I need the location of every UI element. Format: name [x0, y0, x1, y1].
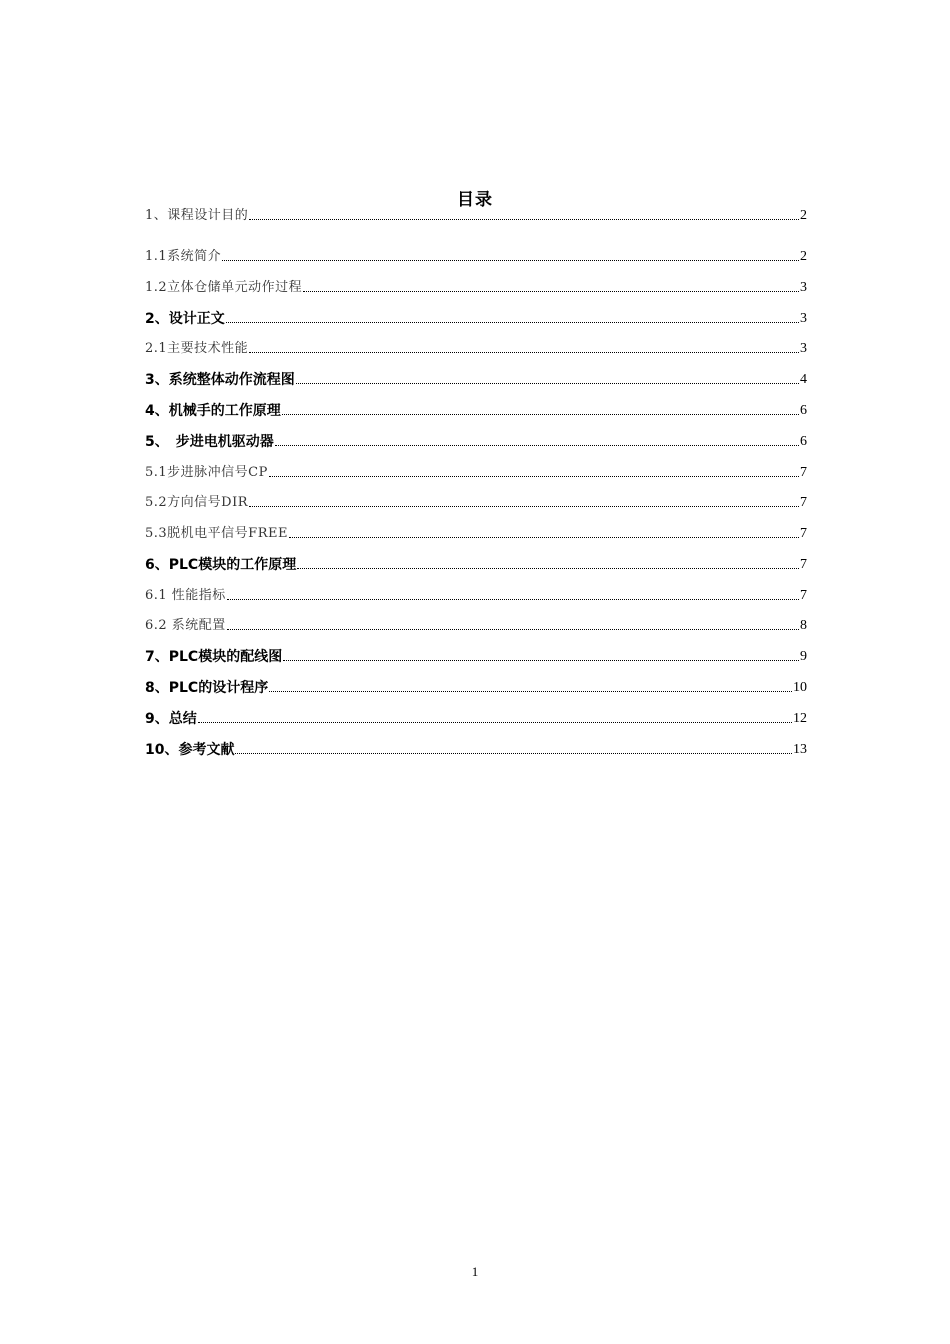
page-number: 1 — [471, 1264, 479, 1279]
dot-leader — [249, 351, 799, 353]
toc-entry-page: 9 — [800, 649, 807, 664]
toc-entry-label: 4、机械手的工作原理 — [145, 403, 281, 419]
dot-leader — [198, 721, 792, 723]
toc-entry-label: 5.2方向信号DIR — [145, 495, 249, 510]
toc-entry-page: 3 — [800, 311, 807, 326]
toc-entry — [145, 307, 807, 329]
toc-entry — [145, 522, 807, 544]
toc-entry — [145, 368, 807, 390]
toc-entry-label: 5.1步进脉冲信号CP — [145, 465, 268, 480]
dot-leader — [283, 659, 799, 661]
toc-entry-page: 8 — [800, 618, 807, 633]
toc-entry-label: 1、课程设计目的 — [145, 208, 249, 223]
dot-leader — [297, 567, 799, 569]
toc-entry — [145, 491, 807, 513]
toc-entry-label: 9、总结 — [145, 711, 197, 727]
toc-entry-page: 7 — [800, 557, 807, 572]
toc-entry-page: 6 — [800, 403, 807, 418]
toc-entry-label: 5、 步进电机驱动器 — [145, 434, 274, 450]
toc-entry-label: 3、系统整体动作流程图 — [145, 372, 295, 388]
dot-leader — [282, 413, 799, 415]
toc-entry — [145, 430, 807, 452]
toc-entry — [145, 707, 807, 729]
toc-entry-page: 3 — [800, 341, 807, 356]
dot-leader — [303, 290, 799, 292]
toc-entry-label: 10、参考文献 — [145, 742, 235, 758]
dot-leader — [227, 628, 799, 630]
toc-entry — [145, 276, 807, 298]
toc-entry-label: 1.2立体仓储单元动作过程 — [145, 280, 303, 295]
toc-entry-label: 8、PLC的设计程序 — [145, 680, 269, 696]
dot-leader — [249, 505, 799, 507]
dot-leader — [269, 690, 792, 692]
toc-entry — [145, 738, 807, 760]
toc-entry-page: 7 — [800, 465, 807, 480]
toc-entry-label: 2、设计正文 — [145, 311, 225, 327]
toc-entry-label: 6、PLC模块的工作原理 — [145, 557, 297, 573]
toc-entry-label: 7、PLC模块的配线图 — [145, 649, 283, 665]
toc-entry-label: 2.1主要技术性能 — [145, 341, 249, 356]
dot-leader — [269, 475, 799, 477]
toc-entry — [145, 245, 807, 267]
toc-entry — [145, 584, 807, 606]
toc-entry-page: 4 — [800, 372, 807, 387]
toc-entry-page: 2 — [800, 249, 807, 264]
dot-leader — [226, 321, 799, 323]
dot-leader — [296, 382, 799, 384]
toc-entry-page: 7 — [800, 526, 807, 541]
toc-entry-page: 12 — [793, 711, 807, 726]
dot-leader — [235, 752, 792, 754]
toc-entry-label: 5.3脱机电平信号FREE — [145, 526, 288, 541]
dot-leader — [222, 259, 799, 261]
toc-entry-page: 7 — [800, 495, 807, 510]
toc-entry — [145, 204, 807, 226]
toc-entry-page: 3 — [800, 280, 807, 295]
toc-entry — [145, 676, 807, 698]
toc-entry-label: 6.1 性能指标 — [145, 588, 226, 603]
toc-entry — [145, 399, 807, 421]
toc-entry — [145, 645, 807, 667]
toc-entry — [145, 461, 807, 483]
toc-entry — [145, 337, 807, 359]
toc-entry-label: 6.2 系统配置 — [145, 618, 226, 633]
dot-leader — [227, 598, 799, 600]
toc-entry-page: 13 — [793, 742, 807, 757]
dot-leader — [249, 218, 799, 220]
toc-entry-page: 2 — [800, 208, 807, 223]
toc-entry — [145, 614, 807, 636]
toc-entry-page: 7 — [800, 588, 807, 603]
dot-leader — [289, 536, 799, 538]
toc-entry-label: 1.1系统简介 — [145, 249, 222, 264]
toc-entry-page: 10 — [793, 680, 807, 695]
toc-entry — [145, 553, 807, 575]
toc-title: 目录 — [457, 190, 493, 210]
toc-entry-page: 6 — [800, 434, 807, 449]
dot-leader — [275, 444, 799, 446]
